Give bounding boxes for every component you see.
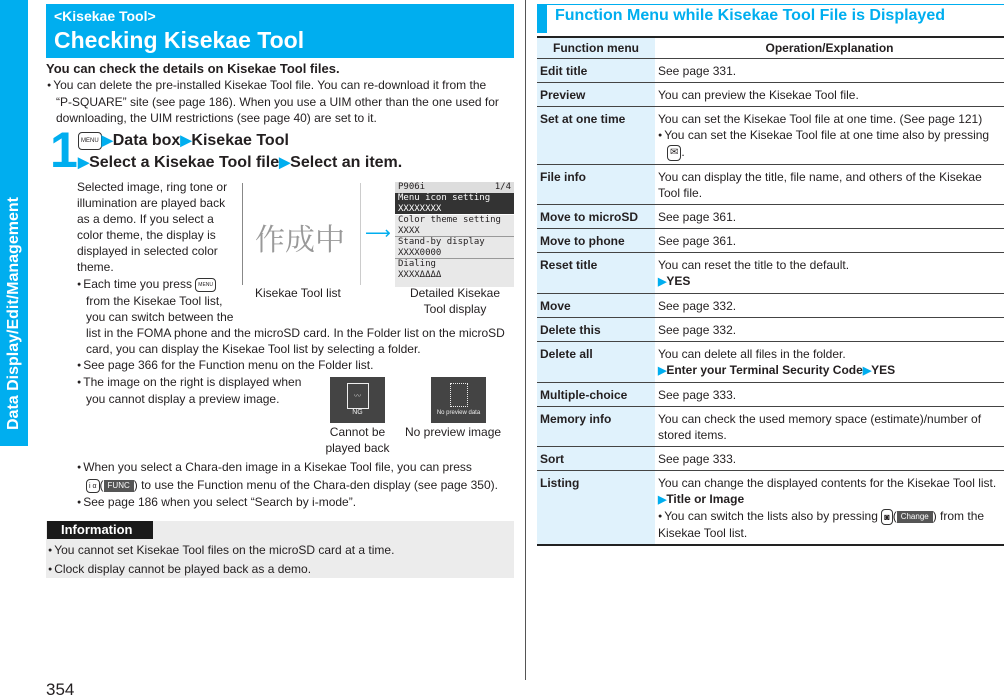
table-cell: Multiple-choice <box>537 382 655 406</box>
table-cell: You can check the used memory space (estimate)/number of stored items. <box>658 411 982 442</box>
menu-key-icon: MENU <box>78 132 102 150</box>
table-row <box>537 406 1004 446</box>
table-cell: See page 332. <box>658 322 737 337</box>
func-softkey: FUNC <box>104 480 134 492</box>
information-items: ● You cannot set Kisekae Tool files on the microSD card at a time. ● Clock display cannot be played back as a demo. <box>48 541 394 579</box>
menu-key-icon: MENU <box>195 278 216 292</box>
table-row <box>537 317 1004 341</box>
step-note: Selected image, ring tone or illumination are played back as a demo. If you select a color theme, the display is displayed in selected color theme. <box>77 180 228 274</box>
table-cell: See page 333. <box>658 387 737 402</box>
arrow-right-icon: ⟶ <box>365 223 391 243</box>
table-cell: You can delete all files in the folder. ▶Enter your Terminal Security Code▶YES <box>658 346 896 377</box>
table-cell: Operation/Explanation <box>655 37 1004 59</box>
table-cell: Move <box>537 293 655 317</box>
section-header <box>46 4 514 58</box>
table-cell: See page 333. <box>658 451 737 466</box>
no-preview-image: No preview data <box>431 377 486 423</box>
table-cell: Memory info <box>537 406 655 446</box>
table-row <box>537 164 1004 204</box>
table-row <box>537 341 1004 382</box>
caption-no-preview: No preview image <box>405 425 502 439</box>
table-cell: See page 361. <box>658 209 737 224</box>
image-divider <box>360 183 361 285</box>
table-cell: Preview <box>537 83 655 107</box>
mail-key-icon: ✉ <box>667 145 681 161</box>
table-cell: Reset title <box>537 252 655 293</box>
table-row <box>537 470 1004 545</box>
table-row <box>537 83 1004 107</box>
table-cell: Edit title <box>537 59 655 83</box>
table-cell: Sort <box>537 446 655 470</box>
kisekae-list-image: 作成中 <box>255 223 345 258</box>
table-cell: See page 332. <box>658 298 737 313</box>
table-cell: See page 361. <box>658 233 737 248</box>
table-cell: Listing <box>537 470 655 545</box>
table-cell: File info <box>537 164 655 204</box>
table-cell: Move to phone <box>537 228 655 252</box>
column-divider <box>525 0 526 680</box>
subtitle: You can check the details on Kisekae Tool files. <box>46 61 340 76</box>
image-divider <box>242 183 243 285</box>
camera-key-icon: ◙ <box>881 509 892 525</box>
caption-cannot-play: Cannot be played back <box>325 425 390 455</box>
table-cell: Set at one time <box>537 107 655 165</box>
function-menu-header <box>537 4 1004 38</box>
section-category: <Kisekae Tool> <box>54 8 156 24</box>
table-cell: See page 331. <box>658 64 737 78</box>
table-cell: You can display the title, file name, and others of the Kisekae Tool file. <box>658 169 982 200</box>
table-cell: You can set the Kisekae Tool file at one time. (See page 121) ● You can set the Kisekae Tool file at one time also by pressing ✉ . <box>655 107 1004 165</box>
table-row <box>537 107 1004 165</box>
page-title: Checking Kisekae Tool <box>54 27 305 53</box>
chara-den-bullets: ● When you select a Chara-den image in a Kisekae Tool file, you can press i α ( FUNC ) to use the Function menu of the Chara-den display (see page 350). ● See page 186 when you select “Search by i-mode”. <box>77 459 517 511</box>
table-row <box>537 293 1004 317</box>
table-cell: Function menu <box>537 37 655 59</box>
information-label: Information <box>47 521 153 539</box>
table-cell: Move to microSD <box>537 204 655 228</box>
page-number: 354 <box>46 680 75 699</box>
function-menu-table <box>537 36 1004 546</box>
table-row <box>537 252 1004 293</box>
table-cell: Delete this <box>537 317 655 341</box>
table-row <box>537 59 1004 83</box>
table-row <box>537 204 1004 228</box>
cannot-play-image: 〰 NG <box>330 377 385 423</box>
caption-list: Kisekae Tool list <box>255 286 341 300</box>
step-number: 1 <box>50 122 78 178</box>
table-cell: You can change the displayed contents for the Kisekae Tool list. ▶Title or Image ● You can switch the lists also by pressing ◙ ( Change ) from the Kisekae Tool list. <box>655 470 1004 545</box>
table-row <box>537 446 1004 470</box>
table-cell: Delete all <box>537 341 655 382</box>
side-tab-label: Data Display/Edit/Management <box>5 197 22 430</box>
detail-screen-image: P906i 1/4 Menu icon setting XXXXXXXX Color theme setting XXXX Stand-by display XXXX0000 Dialing XXXXΔΔΔΔ <box>395 182 514 287</box>
switch-list-bullet: ● Each time you press MENU from the Kisekae Tool list, you can switch between the list in the FOMA phone and the microSD card. In the Folder list on the microSD card, you can display the Kisekae Tool list by selecting a folder. ● See page 366 for the Function menu on the Folder list. ● The image on the right is displayed when you cannot display a preview image. <box>77 276 517 407</box>
step-instructions: MENU ▶Data box▶Kisekae Tool ▶Select a Kisekae Tool file▶Select an item. <box>78 132 403 171</box>
change-softkey: Change <box>897 511 933 523</box>
table-row <box>537 228 1004 252</box>
i-alpha-key-icon: i α <box>86 479 100 493</box>
caption-detail: Detailed Kisekae Tool display <box>409 286 501 316</box>
function-menu-title: Function Menu while Kisekae Tool File is Displayed <box>555 7 945 24</box>
intro-bullet: ● You can delete the pre-installed Kisekae Tool file. You can re-download it from the “P-SQUARE” site (see page 186). When you use a UIM other than the one used for downloading, the UIM restrictions (see page 40) are set to it. <box>47 77 499 126</box>
table-cell: You can reset the title to the default. ▶YES <box>658 257 850 288</box>
table-cell: You can preview the Kisekae Tool file. <box>658 88 859 102</box>
table-row <box>537 382 1004 406</box>
